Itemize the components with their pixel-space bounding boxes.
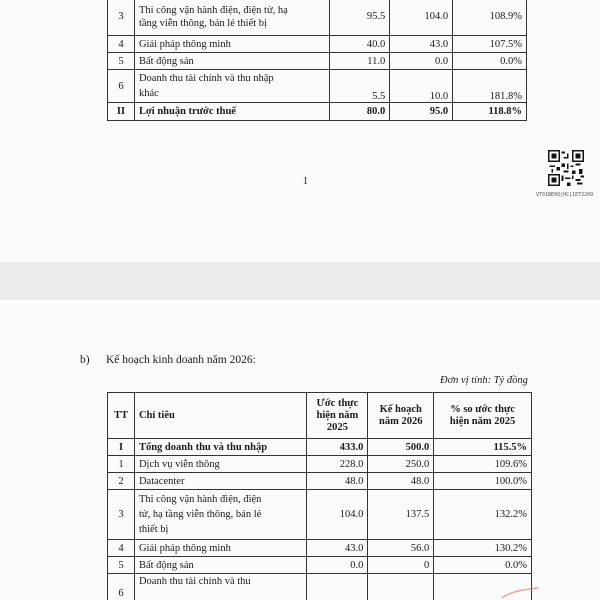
header-line: Kế hoạch [379, 403, 422, 415]
page-number: 1 [303, 176, 308, 187]
row-value-2: 0.0 [390, 53, 453, 70]
header-line: hiện năm 2025 [449, 415, 516, 427]
section-letter: b) [80, 354, 90, 366]
row-value-3: 0.0% [434, 557, 532, 574]
document-page-1 [0, 0, 600, 262]
row-name: Giải pháp thông minh [134, 36, 329, 53]
row-value-2: 500.0 [368, 439, 434, 456]
section-title: Kế hoạch kinh doanh năm 2026: [106, 354, 256, 366]
row-value-1: 11.0 [330, 53, 390, 70]
row-tt: 5 [108, 53, 135, 70]
row-name [134, 574, 306, 600]
row-value-3: 115.5% [434, 439, 532, 456]
header-line: 2025 [326, 421, 348, 433]
header-line: năm 2026 [379, 415, 423, 427]
row-tt: 4 [108, 36, 135, 53]
row-tt: I [108, 439, 135, 456]
table-row [108, 557, 532, 574]
header-col-2 [368, 393, 434, 439]
table-row [108, 456, 532, 473]
row-name [134, 70, 329, 103]
header-name: Chỉ tiêu [134, 393, 306, 439]
row-value-2 [368, 574, 434, 600]
row-value-3: 132.2% [434, 490, 532, 540]
row-value-2: 10.0 [390, 70, 453, 103]
row-tt: 4 [108, 540, 135, 557]
table-header-row [108, 393, 532, 439]
header-col-1 [307, 393, 368, 439]
row-name: Bất động sản [134, 557, 306, 574]
header-line: % so ước thực [450, 403, 515, 415]
table-row [108, 70, 527, 103]
row-name: Datacenter [134, 473, 306, 490]
table-row [108, 574, 532, 600]
row-name-line: Doanh thu tài chính và thu nhập [138, 73, 274, 84]
table-row [108, 473, 532, 490]
row-value-3: 181.8% [453, 70, 527, 103]
row-value-2: 0 [368, 557, 434, 574]
row-name-line: khác [138, 88, 159, 99]
row-value-2: 95.0 [390, 103, 453, 121]
table-row [108, 540, 532, 557]
row-tt: 3 [108, 490, 135, 540]
row-tt: 6 [108, 70, 135, 103]
row-name-line: Thi công vận hành điện, điện tử, hạ [138, 4, 288, 16]
business-plan-table-2026 [107, 392, 532, 600]
row-value-2: 56.0 [368, 540, 434, 557]
row-value-3: 0.0% [453, 53, 527, 70]
row-value-1: 40.0 [330, 36, 390, 53]
row-tt: II [108, 103, 135, 121]
row-value-3: 118.8% [453, 103, 527, 121]
row-name-line: tầng viễn thông, bán lẻ thiết bị [138, 17, 267, 29]
row-name: Bất động sản [134, 53, 329, 70]
row-value-3: 130.2% [434, 540, 532, 557]
row-value-3: 100.0% [434, 473, 532, 490]
row-name-line: Doanh thu tài chính và thu [138, 576, 251, 587]
row-value-2: 137.5 [368, 490, 434, 540]
row-name-line: tử, hạ tầng viễn thông, bán lẻ [138, 509, 262, 520]
row-tt: 6 [108, 574, 135, 600]
row-value-2: 104.0 [390, 0, 453, 36]
row-name [134, 0, 329, 36]
row-tt: 1 [108, 456, 135, 473]
row-name: Dịch vụ viễn thông [134, 456, 306, 473]
table-row [108, 53, 527, 70]
table-row [108, 103, 527, 121]
document-page-2 [0, 300, 600, 600]
row-value-1: 48.0 [307, 473, 368, 490]
row-value-1: 104.0 [307, 490, 368, 540]
table-row [108, 0, 527, 36]
header-line: Ước thực [316, 397, 359, 409]
row-value-1: 433.0 [307, 439, 368, 456]
qr-code-icon [548, 150, 584, 186]
row-tt: 5 [108, 557, 135, 574]
row-value-1: 43.0 [307, 540, 368, 557]
row-value-1: 228.0 [307, 456, 368, 473]
row-value-1: 95.5 [330, 0, 390, 36]
row-name-line: thiết bị [138, 524, 169, 535]
row-tt: 3 [108, 0, 135, 36]
row-value-1: 5.5 [330, 70, 390, 103]
row-value-2: 250.0 [368, 456, 434, 473]
row-tt: 2 [108, 473, 135, 490]
row-name: Lợi nhuận trước thuế [134, 103, 329, 121]
results-table-2025 [107, 0, 527, 121]
table-row [108, 490, 532, 540]
row-value-1: 80.0 [330, 103, 390, 121]
row-value-1: 0.0 [307, 557, 368, 574]
row-name [134, 490, 306, 540]
unit-label: Đơn vị tính: Tỷ đồng [440, 375, 528, 386]
table-row [108, 36, 527, 53]
table-row [108, 439, 532, 456]
header-tt: TT [108, 393, 135, 439]
row-value-3: 108.9% [453, 0, 527, 36]
header-line: hiện năm [316, 409, 359, 421]
row-value-2: 43.0 [390, 36, 453, 53]
header-col-3 [434, 393, 532, 439]
row-name: Giải pháp thông minh [134, 540, 306, 557]
qr-caption: VT01BE0O(HC)1ET2209 [536, 192, 594, 198]
row-value-3: 107.5% [453, 36, 527, 53]
row-name-line: Thi công vận hành điện, điện [138, 494, 262, 505]
row-value-3: 109.6% [434, 456, 532, 473]
red-pen-mark-icon [500, 586, 540, 600]
row-name: Tổng doanh thu và thu nhập [134, 439, 306, 456]
row-value-1 [307, 574, 368, 600]
row-value-2: 48.0 [368, 473, 434, 490]
